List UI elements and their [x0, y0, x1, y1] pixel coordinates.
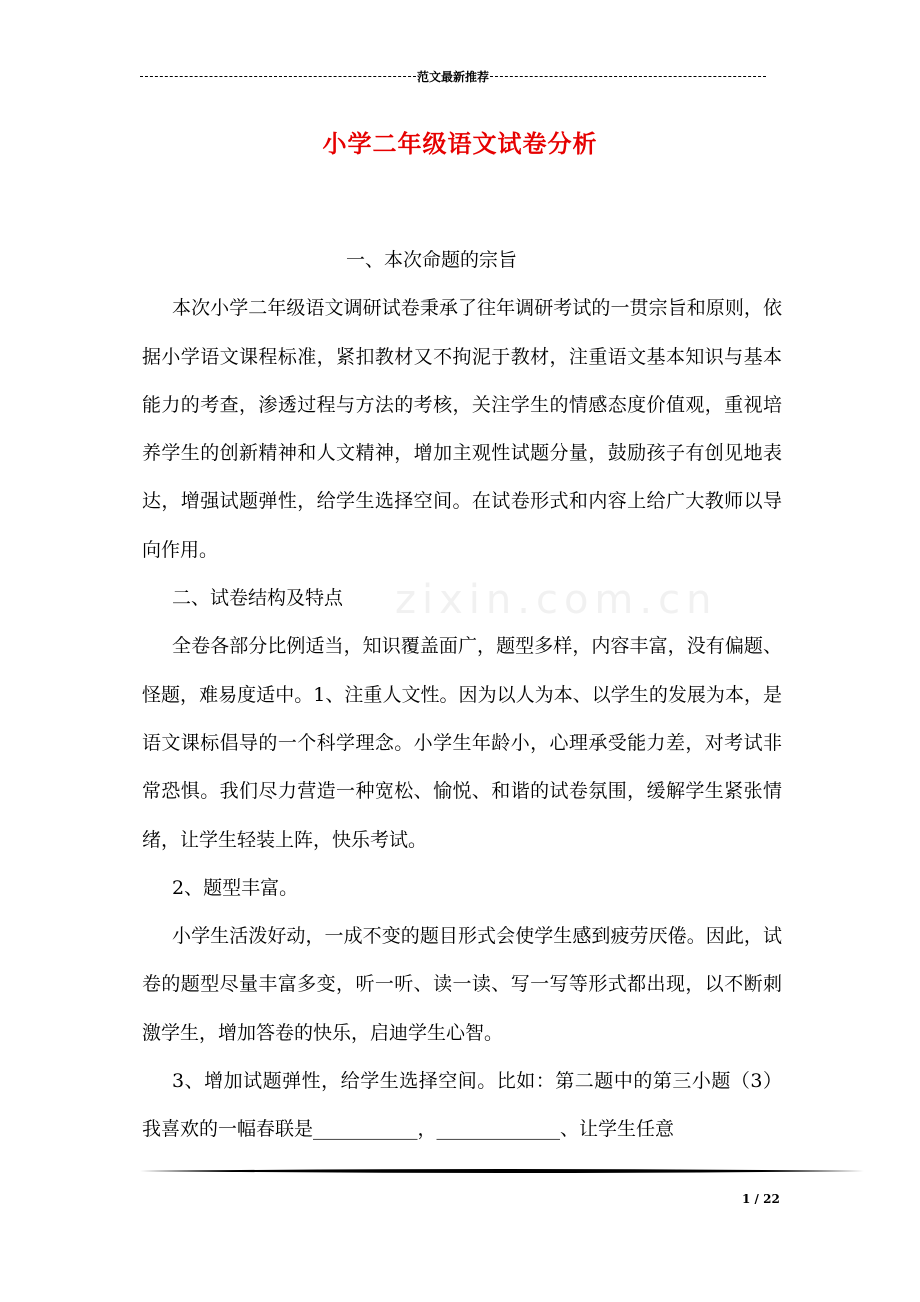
paragraph-2: 全卷各部分比例适当，知识覆盖面广，题型多样，内容丰富，没有偏题、怪题，难易度适中。1、注重人文性。因为以人为本、以学生的发展为本，是语文课标倡导的一个科学理念。小学生年龄小，心理承受能力差，对考试非常恐惧。我们尽力营造一种宽松、愉悦、和谐的试卷氛围，缓解学生紧张情绪，让学生轻装上阵，快乐考试。 — [142, 635, 782, 851]
paragraph-4: 3、增加试题弹性，给学生选择空间。比如：第二题中的第三小题（3）我喜欢的一幅春联是___________，_____________、让学生任意 — [142, 1070, 782, 1141]
paragraph-1: 本次小学二年级语文调研试卷秉承了往年调研考试的一贯宗旨和原则，依据小学语文课程标准，紧扣教材又不拘泥于教材，注重语文基本知识与基本能力的考查，渗透过程与方法的考核，关注学生的情感态度价值观，重视培养学生的创新精神和人文精神，增加主观性试题分量，鼓励孩子有创见地表达，增强试题弹性，给学生选择空间。在试卷形式和内容上给广大教师以导向作用。 — [142, 297, 782, 561]
header-dash-left — [140, 76, 416, 77]
header-label: 范文最新推荐 — [417, 69, 490, 84]
paragraph-3: 小学生活泼好动，一成不变的题目形式会使学生感到疲劳厌倦。因此，试卷的题型尽量丰富多变，听一听、读一读、写一写等形式都出现，以不断刺激学生，增加答卷的快乐，启迪学生心智。 — [142, 925, 782, 1044]
document-body — [142, 236, 782, 1154]
page-number: 1 / 22 — [742, 1192, 780, 1206]
subheading-2: 2、题型丰富。 — [172, 876, 299, 899]
footer-rule — [140, 1168, 864, 1174]
page-header — [140, 66, 766, 86]
section-heading-1: 一、本次命题的宗旨 — [346, 249, 518, 271]
document-title: 小学二年级语文试卷分析 — [322, 130, 598, 158]
watermark: zixin.com.cn — [395, 577, 718, 623]
section-heading-2: 二、试卷结构及特点 — [172, 587, 344, 610]
header-dash-right — [490, 76, 766, 77]
